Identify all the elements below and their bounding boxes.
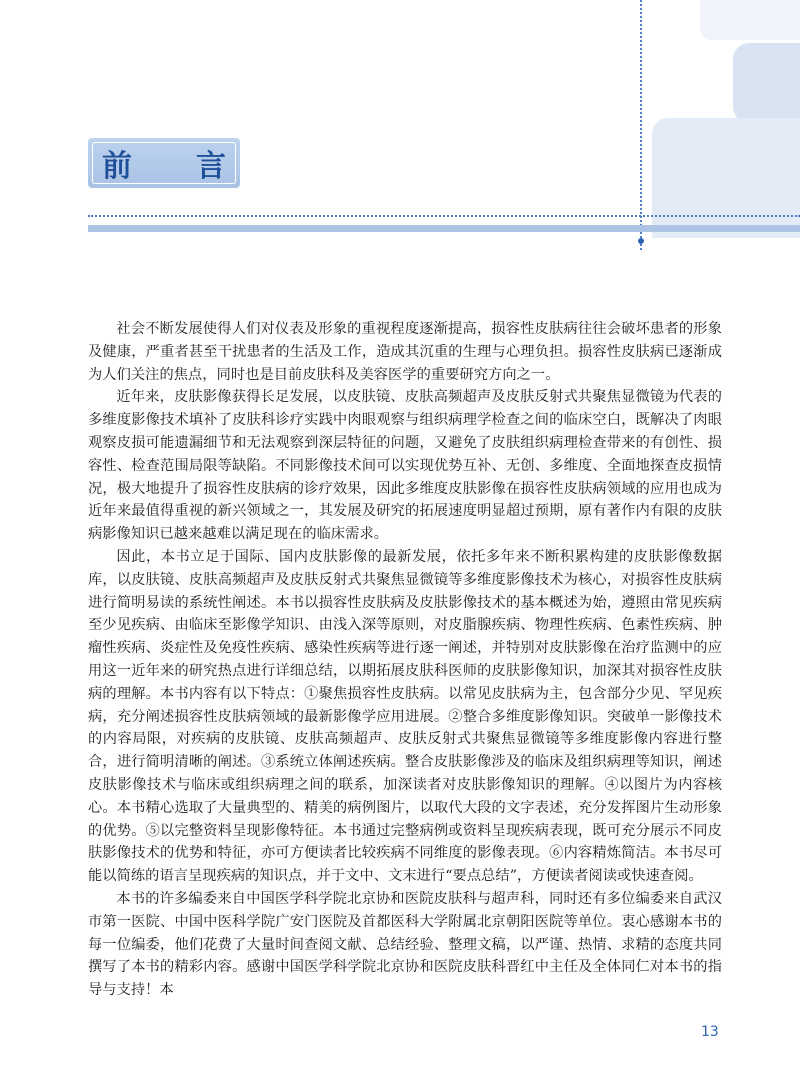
paragraph: 本书的许多编委来自中国医学科学院北京协和医院皮肤科与超声科，同时还有多位编委来自武汉市第一医院、中国中医科学院广安门医院及首都医科大学附属北京朝阳医院等单位。衷心感谢本书的每一位编委，他们花费了大量时间查阅文献、总结经验、整理文稿，以严谨、热情、求精的态度共同撰写了本书的精彩内容。感谢中国医学科学院北京协和医院皮肤科晋红中主任及全体同仁对本书的指导与支持！本: [88, 890, 722, 999]
chapter-title: [88, 138, 240, 188]
vertical-line-end-dot: [638, 238, 644, 244]
page-number: 13: [701, 1024, 719, 1040]
chapter-title-char-1: 前: [102, 149, 132, 184]
paragraph: 近年来，皮肤影像获得长足发展，以皮肤镜、皮肤高频超声及皮肤反射式共聚焦显微镜为代表的多维度影像技术填补了皮肤科诊疗实践中肉眼观察与组织病理学检查之间的临床空白，既解决了肉眼观察皮损可能遗漏细节和无法观察到深层特征的问题，又避免了皮肤组织病理检查带来的有创性、损容性、检查范围局限等缺陷。不同影像技术间可以实现优势互补、无创、多维度、全面地探查皮损情况，极大地提升了损容性皮肤病的诊疗效果，因此多维度皮肤影像在损容性皮肤病领域的应用也成为近年来最值得重视的新兴领域之一，其发展及研究的拓展速度明显超过预期，原有著作内有限的皮肤病影像知识已越来越难以满足现在的临床需求。: [88, 389, 722, 543]
chapter-title-char-2: 言: [196, 149, 226, 184]
paragraph: 社会不断发展使得人们对仪表及形象的重视程度逐渐提高，损容性皮肤病往往会破坏患者的形象及健康，严重者甚至干扰患者的生活及工作，造成其沉重的生理与心理负担。损容性皮肤病已逐渐成为人们关注的焦点，同时也是目前皮肤科及美容医学的重要研究方向之一。: [88, 321, 722, 383]
paragraph: 因此，本书立足于国际、国内皮肤影像的最新发展，依托多年来不断积累构建的皮肤影像数据库，以皮肤镜、皮肤高频超声及皮肤反射式共聚焦显微镜等多维度影像技术为核心，对损容性皮肤病进行简明易读的系统性阐述。本书以损容性皮肤病及皮肤影像技术的基本概述为始，遵照由常见疾病至少见疾病、由临床至影像学知识、由浅入深等原则，对皮脂腺疾病、物理性疾病、色素性疾病、肿瘤性疾病、炎症性及免疫性疾病、感染性疾病等进行逐一阐述，并特别对皮肤影像在治疗监测中的应用这一近年来的研究热点进行详细总结，以期拓展皮肤科医师的皮肤影像知识，加深其对损容性皮肤病的理解。本书内容有以下特点：①聚焦损容性皮肤病。以常见皮肤病为主，包含部分少见、罕见疾病，充分阐述损容性皮肤病领域的最新影像学应用进展。②整合多维度影像知识。突破单一影像技术的内容局限，对疾病的皮肤镜、皮肤高频超声、皮肤反射式共聚焦显微镜等多维度影像内容进行整合，进行简明清晰的阐述。③系统立体阐述疾病。整合皮肤影像涉及的临床及组织病理等知识，阐述皮肤影像技术与临床或组织病理之间的联系，加深读者对皮肤影像知识的理解。④以图片为内容核心。本书精心选取了大量典型的、精美的病例图片，以取代大段的文字表述，充分发挥图片生动形象的优势。⑤以完整资料呈现影像特征。本书通过完整病例或资料呈现疾病表现，既可充分展示不同皮肤影像技术的优势和特征，亦可方便读者比较疾病不同维度的影像表现。⑥内容精炼简洁。本书尽可能以简练的语言呈现疾病的知识点，并于文中、文末进行“要点总结”，方便读者阅读或快速查阅。: [88, 548, 722, 885]
decorative-square-top: [700, 0, 800, 40]
header-dotted-rule: [88, 215, 800, 217]
header-bar: [88, 225, 800, 232]
chapter-title-box: [88, 138, 240, 188]
decorative-square-upper: [733, 43, 800, 123]
decorative-square-lower: [652, 118, 800, 238]
vertical-dotted-line: [640, 0, 642, 250]
preface-body: [88, 318, 722, 1002]
